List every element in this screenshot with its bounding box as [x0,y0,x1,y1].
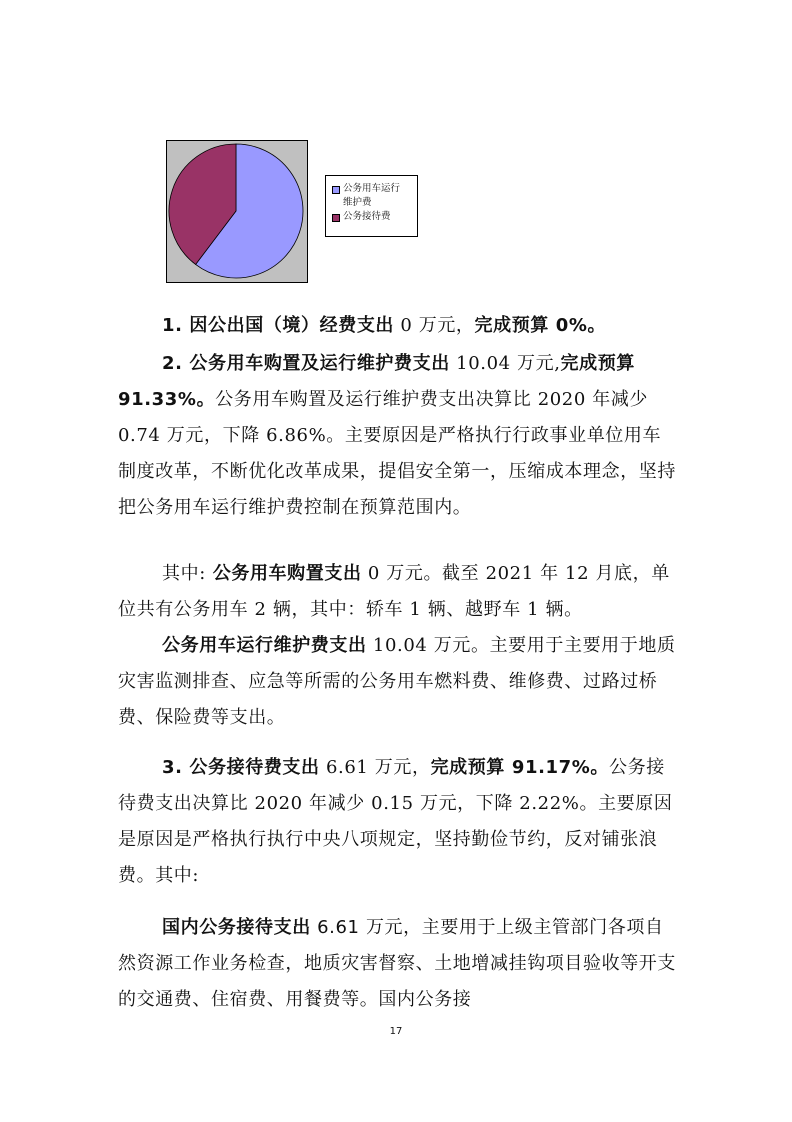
text-vehicle-amount: 10.04 万元, [449,353,561,374]
page-number: 17 [389,1026,403,1037]
legend-swatch-reception [332,214,340,222]
text-overseas-completion: 完成预算 0%。 [474,315,607,336]
chart-legend [325,175,418,237]
legend-item-reception [332,210,413,224]
text-reception-amount: 6.61 万元， [319,757,431,778]
text-reception-detail: 公务接待费支出决算比 2020 年减少 0.15 万元，下降 2.22%。主要原因是原因是严格执行执行中央八项规定，坚持勤俭节约，反对铺张浪费。其中: [118,757,673,886]
text-overseas-amount: 0 万元， [394,315,475,336]
paragraph-vehicle-purchase [118,556,678,628]
text-domestic-reception-detail: 万元，主要用于上级主管部门各项自然资源工作业务检查，地质灾害督察、土地增减挂钩项目验收等开支的交通费、住宿费、用餐费等。国内公务接 [118,917,676,1010]
heading-vehicle-purchase: 公务用车购置支出 [205,563,362,584]
text-domestic-reception-amount: 6.61 [310,917,360,938]
text-vehicle-purchase-detail: 0 万元。截至 2021 年 12 月底，单位共有公务用车 2 辆，其中：轿车 1 辆、越野车 1 辆。 [118,563,670,620]
heading-vehicle: 2. 公务用车购置及运行维护费支出 [162,353,450,374]
legend-swatch-vehicle [332,186,340,194]
paragraph-vehicle [118,346,678,526]
paragraph-domestic-reception [118,910,678,1018]
text-vehicle-detail: 公务用车购置及运行维护费支出决算比 2020 年减少 0.74 万元，下降 6.86%。主要原因是严格执行行政事业单位用车制度改革，不断优化改革成果，提倡安全第一，压缩成本理念，坚持把公务用车运行维护费控制在预算范围内。 [118,389,676,518]
text-reception-completion: 完成预算 91.17%。 [430,757,609,778]
text-vehicle-maintenance-detail: 10.04 万元。主要用于主要用于地质灾害监测排查、应急等所需的公务用车燃料费、维修费、过路过桥费、保险费等支出。 [118,635,676,728]
legend-label-reception: 公务接待费 [343,211,391,222]
paragraph-vehicle-maintenance [118,628,678,736]
heading-domestic-reception: 国内公务接待支出 [162,917,311,938]
heading-overseas: 1. 因公出国（境）经费支出 [162,315,395,336]
heading-vehicle-maintenance: 公务用车运行维护费支出 [162,635,367,656]
text-among: 其中: [162,563,206,584]
pie-chart-svg [167,141,307,282]
heading-reception: 3. 公务接待费支出 [162,757,320,778]
legend-label-vehicle: 公务用车运行 维护费 [343,183,401,208]
legend-item-vehicle [332,182,413,210]
paragraph-overseas [118,308,678,344]
paragraph-reception [118,750,678,894]
text-vehicle-completion: 完成预算 91.33%。 [118,353,635,410]
pie-chart [166,140,308,283]
